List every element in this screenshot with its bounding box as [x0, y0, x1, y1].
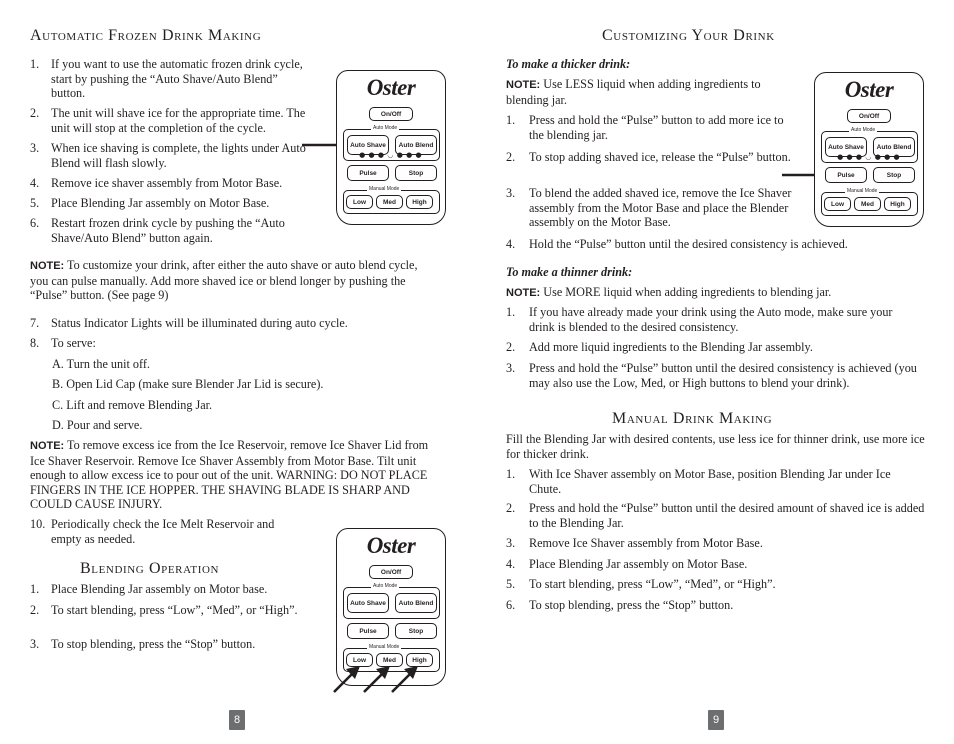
stop-button: Stop — [395, 623, 437, 639]
note-remove-ice — [30, 438, 446, 512]
list-number: 2. — [30, 603, 40, 617]
list-item: Status Indicator Lights will be illuminated during auto cycle. — [51, 316, 348, 330]
auto-shave-button: Auto Shave — [825, 137, 867, 157]
manual-mode-label: Manual Mode — [847, 188, 878, 194]
list-number: 2. — [506, 340, 516, 354]
serve-step: A. Turn the unit off. — [52, 357, 150, 371]
list-item: Press and hold the “Pulse” button until the desired consistency is achieved (you may also use the Low, Med, or High buttons to blend your drink). — [529, 361, 917, 390]
status-indicator-lights: ●●●◡●●● — [837, 153, 903, 161]
list-number: 5. — [506, 577, 516, 591]
oster-logo: Oster — [844, 77, 894, 102]
on-off-button: On/Off — [369, 565, 413, 579]
thicker-subtitle: To make a thicker drink: — [506, 57, 631, 71]
list-number: 3. — [506, 186, 516, 200]
list-item: To blend the added shaved ice, remove the Ice Shaver assembly from the Motor Base and place the Blender assembly on the Motor Base. — [529, 186, 792, 230]
list-item: Hold the “Pulse” button until the desired consistency is achieved. — [529, 237, 848, 251]
list-item: Place Blending Jar assembly on Motor base. — [51, 582, 268, 596]
note-text: To customize your drink, after either the auto shave or auto blend cycle, you can pulse manually. Add more shaved ice or blend longer by pushing the “Pulse” button. (See page 9) — [30, 258, 418, 303]
list-item: Place Blending Jar assembly on Motor Base. — [529, 557, 748, 571]
on-off-button: On/Off — [847, 109, 891, 123]
list-number: 6. — [30, 216, 40, 230]
list-number: 8. — [30, 336, 40, 350]
page-number: 8 — [229, 710, 245, 730]
auto-blend-button: Auto Blend — [873, 137, 915, 157]
list-item: To start blending, press “Low”, “Med”, or “High”. — [529, 577, 776, 591]
list-number: 4. — [30, 176, 40, 190]
auto-blend-button: Auto Blend — [395, 593, 437, 613]
list-number: 6. — [506, 598, 516, 612]
auto-mode-label: Auto Mode — [851, 127, 876, 133]
list-item: Remove Ice Shaver assembly from Motor Base. — [529, 536, 763, 550]
low-button: Low — [346, 653, 373, 667]
on-off-button: On/Off — [369, 107, 413, 121]
note-label: NOTE: — [506, 79, 541, 91]
page-number: 9 — [708, 710, 724, 730]
manual-mode-label: Manual Mode — [369, 644, 400, 650]
list-number: 2. — [30, 106, 40, 120]
list-item: To stop blending, press the “Stop” button. — [51, 637, 256, 651]
auto-shave-button: Auto Shave — [347, 593, 389, 613]
list-item: To start blending, press “Low”, “Med”, or “High”. — [51, 603, 298, 617]
list-number: 7. — [30, 316, 40, 330]
list-number: 1. — [506, 305, 516, 319]
list-number: 4. — [506, 557, 516, 571]
status-indicator-lights: ●●●◡●●● — [359, 151, 425, 159]
auto-mode-label: Auto Mode — [373, 125, 398, 131]
oster-logo: Oster — [366, 75, 416, 100]
stop-button: Stop — [873, 167, 915, 183]
pulse-button: Pulse — [347, 623, 389, 639]
note-customize — [30, 258, 438, 303]
oster-logo: Oster — [366, 533, 416, 558]
pointer-arrows — [330, 664, 430, 696]
heading-blending-operation: Blending Operation — [80, 560, 220, 577]
heading-customizing-your-drink: Customizing Your Drink — [602, 27, 775, 44]
list-item: To stop blending, press the “Stop” button. — [529, 598, 734, 612]
note-text: Use MORE liquid when adding ingredients to blending jar. — [540, 285, 832, 299]
list-number: 1. — [506, 467, 516, 481]
serve-step: C. Lift and remove Blending Jar. — [52, 398, 213, 412]
note-text: Use LESS liquid when adding ingredients to blending jar. — [506, 77, 761, 107]
heading-manual-drink-making: Manual Drink Making — [612, 410, 773, 427]
med-button: Med — [376, 195, 403, 209]
low-button: Low — [824, 197, 851, 211]
low-button: Low — [346, 195, 373, 209]
auto-mode-label: Auto Mode — [373, 583, 398, 589]
thinner-subtitle: To make a thinner drink: — [506, 265, 633, 279]
list-item: Press and hold the “Pulse” button until the desired amount of shaved ice is added to the Blending Jar. — [529, 501, 925, 530]
control-panel-illustration — [814, 72, 924, 227]
list-item: Press and hold the “Pulse” button to add more ice to the blending jar. — [529, 113, 784, 142]
manual-mode-label: Manual Mode — [369, 186, 400, 192]
note-label: NOTE: — [30, 440, 65, 452]
list-number: 3. — [506, 536, 516, 550]
list-item: With Ice Shaver assembly on Motor Base, position Blending Jar under Ice Chute. — [529, 467, 891, 496]
list-item: If you want to use the automatic frozen drink cycle, start by pushing the “Auto Shave/Auto Blend” button. — [51, 57, 303, 101]
control-panel-illustration — [336, 70, 446, 225]
high-button: High — [884, 197, 911, 211]
list-item: Add more liquid ingredients to the Blending Jar assembly. — [529, 340, 813, 354]
list-number: 4. — [506, 237, 516, 251]
serve-step: B. Open Lid Cap (make sure Blender Jar Lid is secure). — [52, 377, 324, 391]
high-button: High — [406, 653, 433, 667]
pulse-button: Pulse — [347, 165, 389, 181]
stop-button: Stop — [395, 165, 437, 181]
list-number: 3. — [30, 637, 40, 651]
list-item: Restart frozen drink cycle by pushing the “Auto Shave/Auto Blend” button again. — [51, 216, 285, 245]
list-number: 10. — [30, 517, 46, 531]
med-button: Med — [854, 197, 881, 211]
note-text: To remove excess ice from the Ice Reservoir, remove Ice Shaver Lid from Ice Shaver Reservoir. Remove Ice Shaver Assembly from Motor Base. Tilt unit enough to allow excess ice to pour out of the unit. WARNING: DO NOT PLACE FINGERS IN THE ICE HOPPER. THE SHAVING BLADE IS SHARP AND COULD CAUSE INJURY. — [30, 438, 429, 512]
manual-intro: Fill the Blending Jar with desired contents, use less ice for thinner drink, use more ice for thicker drink. — [506, 432, 925, 461]
list-number: 3. — [30, 141, 40, 155]
list-number: 5. — [30, 196, 40, 210]
note-label: NOTE: — [506, 287, 541, 299]
note-thinner — [506, 285, 926, 301]
list-number: 2. — [506, 150, 516, 164]
list-number: 1. — [30, 582, 40, 596]
list-number: 2. — [506, 501, 516, 515]
list-item: When ice shaving is complete, the lights under Auto Blend will flash slowly. — [51, 141, 306, 170]
auto-shave-button: Auto Shave — [347, 135, 389, 155]
serve-step: D. Pour and serve. — [52, 418, 143, 432]
heading-automatic-frozen-drink-making: Automatic Frozen Drink Making — [30, 27, 262, 44]
list-item: Remove ice shaver assembly from Motor Base. — [51, 176, 283, 190]
note-thicker — [506, 77, 788, 107]
list-item: Periodically check the Ice Melt Reservoir and empty as needed. — [51, 517, 275, 546]
list-number: 1. — [506, 113, 516, 127]
list-item: If you have already made your drink using the Auto mode, make sure your drink is blended to the desired consistency. — [529, 305, 893, 334]
list-number: 3. — [506, 361, 516, 375]
note-label: NOTE: — [30, 260, 65, 272]
high-button: High — [406, 195, 433, 209]
auto-blend-button: Auto Blend — [395, 135, 437, 155]
list-item: To serve: — [51, 336, 96, 350]
control-panel-illustration — [336, 528, 446, 686]
list-number: 1. — [30, 57, 40, 71]
med-button: Med — [376, 653, 403, 667]
list-item: Place Blending Jar assembly on Motor Base. — [51, 196, 270, 210]
right-page — [477, 0, 954, 744]
pulse-button: Pulse — [825, 167, 867, 183]
list-item: The unit will shave ice for the appropriate time. The unit will stop at the completion of the cycle. — [51, 106, 306, 135]
list-item: To stop adding shaved ice, release the “Pulse” button. — [529, 150, 791, 164]
